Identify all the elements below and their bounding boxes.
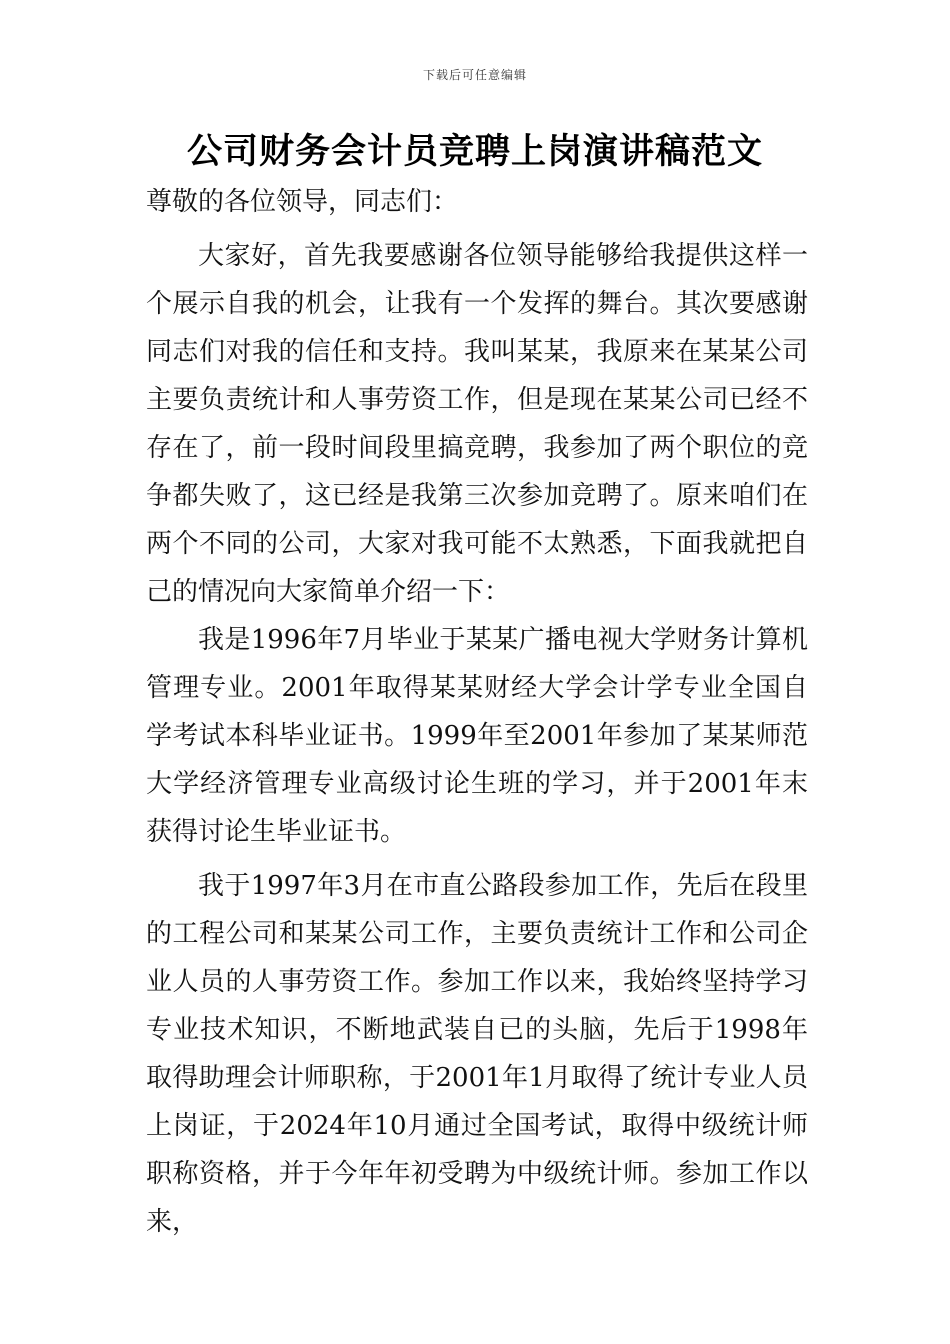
paragraph-introduction: 大家好，首先我要感谢各位领导能够给我提供这样一个展示自我的机会，让我有一个发挥的舞台。其次要感谢同志们对我的信任和支持。我叫某某，我原来在某某公司主要负责统计和人事劳资工作，但是现在某某公司已经不存在了，前一段时间段里搞竞聘，我参加了两个职位的竞争都失败了，这已经是我第三次参加竞聘了。原来咱们在两个不同的公司，大家对我可能不太熟悉，下面我就把自己的情况向大家简单介绍一下： [146, 241, 808, 607]
header-note: 下载后可任意编辑 [422, 68, 527, 82]
paragraph-work-experience: 我于1997年3月在市直公路段参加工作，先后在段里的工程公司和某某公司工作，主要负责统计工作和公司企业人员的人事劳资工作。参加工作以来，我始终坚持学习专业技术知识，不断地武装自已的头脑，先后于1998年取得助理会计师职称，于2001年1月取得了统计专业人员上岗证，于2024年10月通过全国考试，取得中级统计师职称资格，并于今年年初受聘为中级统计师。参加工作以来， [146, 871, 808, 1237]
salutation: 尊敬的各位领导，同志们： [146, 187, 459, 217]
document-body [146, 178, 808, 1246]
paragraph-education: 我是1996年7月毕业于某某广播电视大学财务计算机管理专业。2001年取得某某财经大学会计学专业全国自学考试本科毕业证书。1999年至2001年参加了某某师范大学经济管理专业高级讨论生班的学习，并于2001年末获得讨论生毕业证书。 [146, 625, 808, 847]
document-title: 公司财务会计员竞聘上岗演讲稿范文 [186, 132, 763, 172]
